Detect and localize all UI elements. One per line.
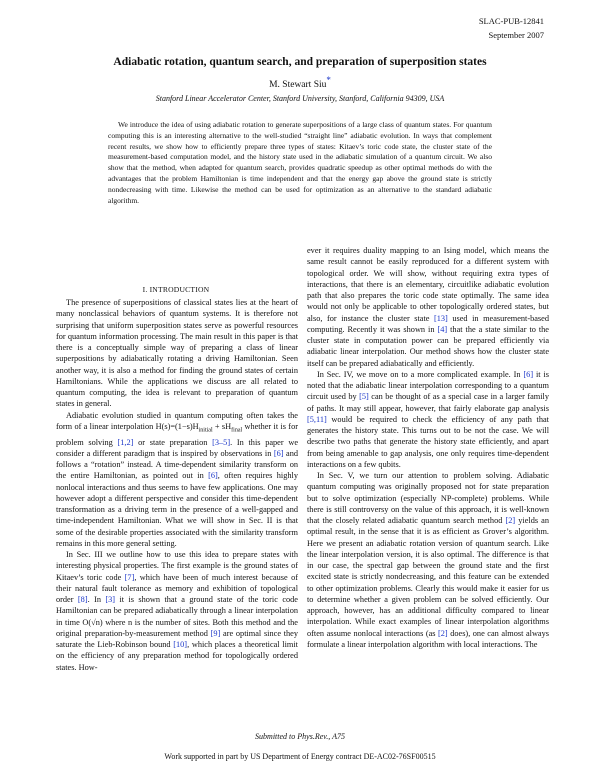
text-run: . In — [87, 595, 106, 605]
paper-title: Adiabatic rotation, quantum search, and preparation of superposition states — [113, 56, 487, 68]
section-heading: I. INTRODUCTION — [142, 285, 210, 294]
citation-link[interactable]: [5] — [359, 392, 369, 402]
text-run: , which places a theoretical limit on the efficiency of any preparation method for topologically ordered states. How- — [56, 640, 298, 672]
citation-link[interactable]: [5,11] — [307, 414, 327, 424]
author-name: M. Stewart Siu — [269, 80, 327, 91]
citation-link[interactable]: [7] — [124, 572, 135, 582]
right-column — [307, 245, 549, 650]
citation-link[interactable]: [13] — [434, 313, 448, 323]
author-line — [0, 75, 600, 91]
text-run: , often requires highly nonlocal interactions and thus seems to have few applications. One may however adopt a different perspective and consider this time-dependent transformation as a driving term in the presence of a well-gapped and time-independent Hamiltonian. What we will show in Sec. II is that some of the desirable properties associated with the similarity transform remains in this more general setting. — [56, 471, 298, 548]
citation-link[interactable]: [8] — [77, 595, 88, 605]
subscript: initial — [198, 427, 213, 434]
citation-link[interactable]: [3–5] — [212, 437, 231, 447]
text-run: does), one can almost always formulate a linear interpolation algorithm with local interactions. The — [307, 628, 549, 649]
paragraph — [307, 245, 549, 369]
citation-link[interactable]: [2] — [438, 628, 448, 638]
text-run: yields an optimal result, in the sense that it is as efficient as Grover’s algorithm. Here we present an adiabatic rotation version of quantum search. Like the linear interpolation version, it is also optimal. The difference is that in our case, the spectral gap between the ground state and the first excited state is strictly nondecreasing, and this feature can be extended to other optimization problems. Clearly this would make it easier for us to determine whether a given problem can be solved efficiently. Our approach, however, has an additional difficulty compared to linear interpolation. While exact examples of linear interpolation algorithms often assume nonlocal interactions (as — [307, 516, 549, 638]
paragraph — [307, 369, 549, 470]
citation-link[interactable]: [2] — [505, 516, 516, 525]
report-number: SLAC-PUB-12841 — [478, 16, 544, 26]
submitted-note: Submitted to Phys.Rev., A75 — [255, 732, 345, 741]
text-run: The presence of superpositions of classical states lies at the heart of many nonclassical behaviors of quantum systems. It is therefore not surprising that uniform superposition states serve as powerful resources for quantum information processing. The main result in this paper is that there is a conceptually simple way of preparing a class of linear superpositions by adiabatically rotating a driving Hamiltonian. Seen another way, it is also a method for finding the ground states of certain Hamiltonians. While the applications we discuss are all related to quantum computing, the idea is relevant to preparation of quantum states in general. — [56, 298, 298, 409]
funding-note: Work supported in part by US Department of Energy contract DE-AC02-76SF00515 — [164, 752, 436, 761]
citation-link[interactable]: [9] — [210, 628, 221, 638]
text-run: that the a state similar to the cluster state in computation power can be prepared efficiently via adiabatic linear interpolation. Our method shows how the cluster state itself can be prepared adiabatically and efficiently. — [307, 324, 549, 368]
text-run: Adiabatic evolution studied in quantum computing often takes the form of a linear interpolation H(s)=(1−s)H — [56, 410, 298, 431]
text-run: would be required to check the efficiency of any path that generates the history state. This turns out to be not the case. We will describe two paths that generate the history state efficiently, and apart from being amenable to gap analysis, one only requires time-dependent interactions on a few qubits. — [307, 414, 549, 469]
text-run: or state preparation — [133, 437, 213, 447]
paragraph — [56, 297, 298, 410]
paragraph — [56, 410, 298, 550]
text-run: whether it is for problem solving — [56, 421, 298, 447]
subscript: final — [231, 427, 243, 434]
citation-link[interactable]: [6] — [273, 448, 284, 458]
text-run: In Sec. V, we turn our attention to problem solving. Adiabatic quantum computing was originally proposed not for state preparation but to solve optimization (especially NP-complete) problems. While there is still controversy on the value of this approach, it is well-known that the closely related adiabatic quantum search method — [307, 471, 549, 525]
text-run: can be thought of as a special case in a larger family of paths. It may still appear, however, that fairly elaborate gap analysis — [307, 392, 549, 413]
text-run: . In this paper we consider a different paradigm that is inspired by observations in — [56, 437, 298, 458]
report-info — [479, 14, 544, 42]
text-run: used in measurement-based computing. Recently it was shown in — [307, 313, 549, 334]
text-run: it is noted that the adiabatic linear interpolation corresponding to a quantum circuit used by — [307, 369, 549, 402]
text-run: + sH — [212, 421, 232, 431]
paragraph — [307, 470, 549, 650]
text-run: and follows a “rotation” instead. A time-dependent similarity transform on the entire Hamiltonian, as pointed out in — [56, 448, 299, 481]
text-run: , which have been of much interest because of their natural fault tolerance as memory and exhibition of topological order — [56, 572, 298, 605]
text-run: In Sec. III we outline how to use this idea to prepare states with interesting physical properties. The first example is the ground states of Kitaev’s toric code — [56, 550, 298, 582]
citation-link[interactable]: [3] — [105, 595, 116, 605]
paragraph — [56, 549, 298, 673]
text-run: are optimal since they saturate the Lieb-Robinson bound — [56, 628, 298, 650]
citation-link[interactable]: [4] — [437, 324, 448, 334]
abstract-text: We introduce the idea of using adiabatic rotation to generate superpositions of a large class of quantum states. For quantum computing this is an interesting alternative to the well-studied “straight line” adiabatic evolution. In ways that complement recent results, we show how to efficiently prepare three types of states: Kitaev’s toric code state, the cluster state of the measurement-based computation model, and the history state used in the adiabatic simulation of a quantum circuit. We also show that the method, when adapted for quantum search, provides quadratic speedup as other optimal methods do with the advantages that the problem Hamiltonian is time independent and that the energy gap above the ground state is strictly nondecreasing with time. Likewise the method can be used for optimization as an alternative to the standard adiabatic algorithm. — [108, 120, 492, 205]
citation-link[interactable]: [6] — [523, 369, 534, 379]
citation-link[interactable]: [6] — [208, 471, 218, 481]
text-run: In Sec. IV, we move on to a more complicated example. In — [317, 369, 524, 379]
author-footnote-mark[interactable]: * — [326, 75, 331, 85]
citation-link[interactable]: [1,2] — [117, 437, 134, 447]
text-run: ever it requires duality mapping to an Ising model, which means the same result cannot be easily reproduced for a different system with topological order. We will show, without requiring extra types of interactions, that there is an elementary, circuitlike adiabatic evolution path that also prepares the toric code state optimally. The same idea would not only be applicable to other topologically ordered states, but also, for instance the cluster state — [307, 246, 549, 323]
citation-link[interactable]: [10] — [173, 640, 188, 650]
abstract — [108, 120, 492, 206]
left-column — [56, 297, 298, 673]
text-run: it is shown that a ground state of the toric code Hamiltonian can be prepared adiabatically through a linear interpolation in time O(√n) where n is the number of sites. Both this method and the original preparation-by-measurement method — [56, 595, 298, 638]
report-date: September 2007 — [488, 30, 544, 40]
affiliation: Stanford Linear Accelerator Center, Stanford University, Stanford, California 94309, USA — [155, 94, 445, 103]
